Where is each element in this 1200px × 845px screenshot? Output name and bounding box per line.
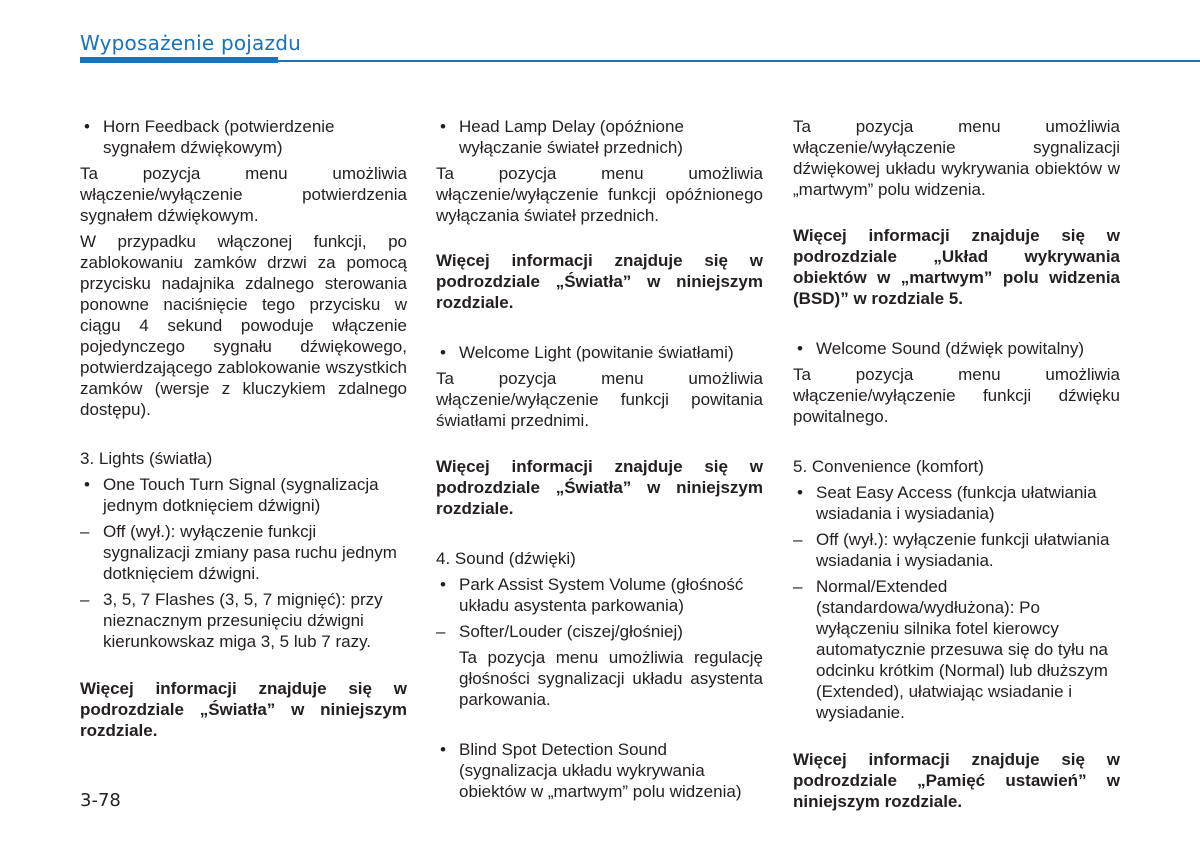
header-rule: [80, 60, 1200, 62]
paragraph: Ta pozycja menu umożliwia włączenie/wyłączenie funkcji powitania światłami przednimi.: [436, 369, 763, 430]
reference-note: Więcej informacji znajduje się w podrozdziale „Pamięć ustawień” w niniejszym rozdziale.: [793, 750, 1120, 811]
dash-item: [436, 621, 763, 642]
subsection-heading: 4. Sound (dźwięki): [436, 549, 576, 568]
dash-marker: –: [793, 577, 803, 596]
paragraph: Ta pozycja menu umożliwia włączenie/wyłączenie funkcji dźwięku powitalnego.: [793, 365, 1120, 426]
dash-item-text: Off (wył.): wyłączenie funkcji sygnalizacji zmiany pasa ruchu jednym dotknięciem dźwigni.: [103, 522, 397, 583]
subsection-heading: 3. Lights (światła): [80, 449, 213, 468]
subsection-heading: 5. Convenience (komfort): [793, 457, 984, 476]
dash-marker: –: [793, 530, 803, 549]
reference-note: Więcej informacji znajduje się w podrozdziale „Światła” w niniejszym rozdziale.: [436, 457, 763, 518]
dash-item-text: Softer/Louder (ciszej/głośniej): [459, 622, 683, 641]
dash-item-text: Off (wył.): wyłączenie funkcji ułatwiania wsiadania i wysiadania.: [816, 530, 1110, 570]
dash-marker: –: [80, 590, 90, 609]
bullet-item: • Park Assist System Volume (głośność układu asystenta parkowania): [436, 574, 763, 616]
dash-marker: –: [436, 622, 446, 641]
bullet-item: • Head Lamp Delay (opóźnione wyłączanie świateł przednich): [436, 116, 763, 158]
paragraph: Ta pozycja menu umożliwia włączenie/wyłączenie funkcji opóźnionego wyłączania świateł przednich.: [436, 164, 763, 225]
page-number: 3-78: [80, 790, 121, 811]
paragraph: Ta pozycja menu umożliwia włączenie/wyłączenie sygnalizacji dźwiękowej układu wykrywania obiektów w „martwym” polu widzenia.: [793, 117, 1120, 199]
dash-item: [793, 529, 1120, 571]
bullet-item: • Seat Easy Access (funkcja ułatwiania wsiadania i wysiadania): [793, 482, 1120, 524]
reference-note: Więcej informacji znajduje się w podrozdziale „Układ wykrywania obiektów w „martwym” polu widzenia (BSD)” w rozdziale 5.: [793, 226, 1120, 308]
dash-item: [80, 521, 407, 584]
dash-item-text: 3, 5, 7 Flashes (3, 5, 7 mignięć): przy nieznacznym przesunięciu dźwigni kierunkowskaz miga 3, 5 lub 7 razy.: [103, 590, 383, 651]
indented-paragraph: Ta pozycja menu umożliwia regulację głośności sygnalizacji układu asystenta parkowania.: [459, 648, 763, 709]
bullet-item: • One Touch Turn Signal (sygnalizacja jednym dotknięciem dźwigni): [80, 474, 407, 516]
bullet-item: • Welcome Light (powitanie światłami): [436, 342, 763, 363]
section-title: Wyposażenie pojazdu: [80, 31, 301, 55]
column-2: [436, 116, 763, 802]
dash-item: [80, 589, 407, 652]
column-1: [80, 116, 407, 741]
bullet-item: • Horn Feedback (potwierdzenie sygnałem dźwiękowym): [80, 116, 407, 158]
reference-note: Więcej informacji znajduje się w podrozdziale „Światła” w niniejszym rozdziale.: [80, 679, 407, 740]
paragraph: Ta pozycja menu umożliwia włączenie/wyłączenie potwierdzenia sygnałem dźwiękowym.: [80, 164, 407, 225]
dash-item: [793, 576, 1120, 723]
column-3: [793, 116, 1120, 812]
reference-note: Więcej informacji znajduje się w podrozdziale „Światła” w niniejszym rozdziale.: [436, 251, 763, 312]
bullet-item: • Welcome Sound (dźwięk powitalny): [793, 338, 1120, 359]
dash-item-text: Normal/Extended (standardowa/wydłużona): Po wyłączeniu silnika fotel kierowcy automatycznie przesuwa się do tyłu na odcinku krótkim (Normal) lub dłuższym (Extended), ułatwiając wsiadanie i wysiadanie.: [816, 577, 1108, 722]
bullet-item: • Blind Spot Detection Sound (sygnalizacja układu wykrywania obiektów w „martwym” polu widzenia): [436, 739, 763, 802]
dash-marker: –: [80, 522, 90, 541]
paragraph: W przypadku włączonej funkcji, po zablokowaniu zamków drzwi za pomocą przycisku nadajnika zdalnego sterowania ponowne naciśnięcie tego przycisku w ciągu 4 sekund powoduje włączenie pojedynczego sygnału dźwiękowego, potwierdzającego zablokowanie wszystkich zamków (wersje z kluczykiem zdalnego dostępu).: [80, 232, 407, 419]
